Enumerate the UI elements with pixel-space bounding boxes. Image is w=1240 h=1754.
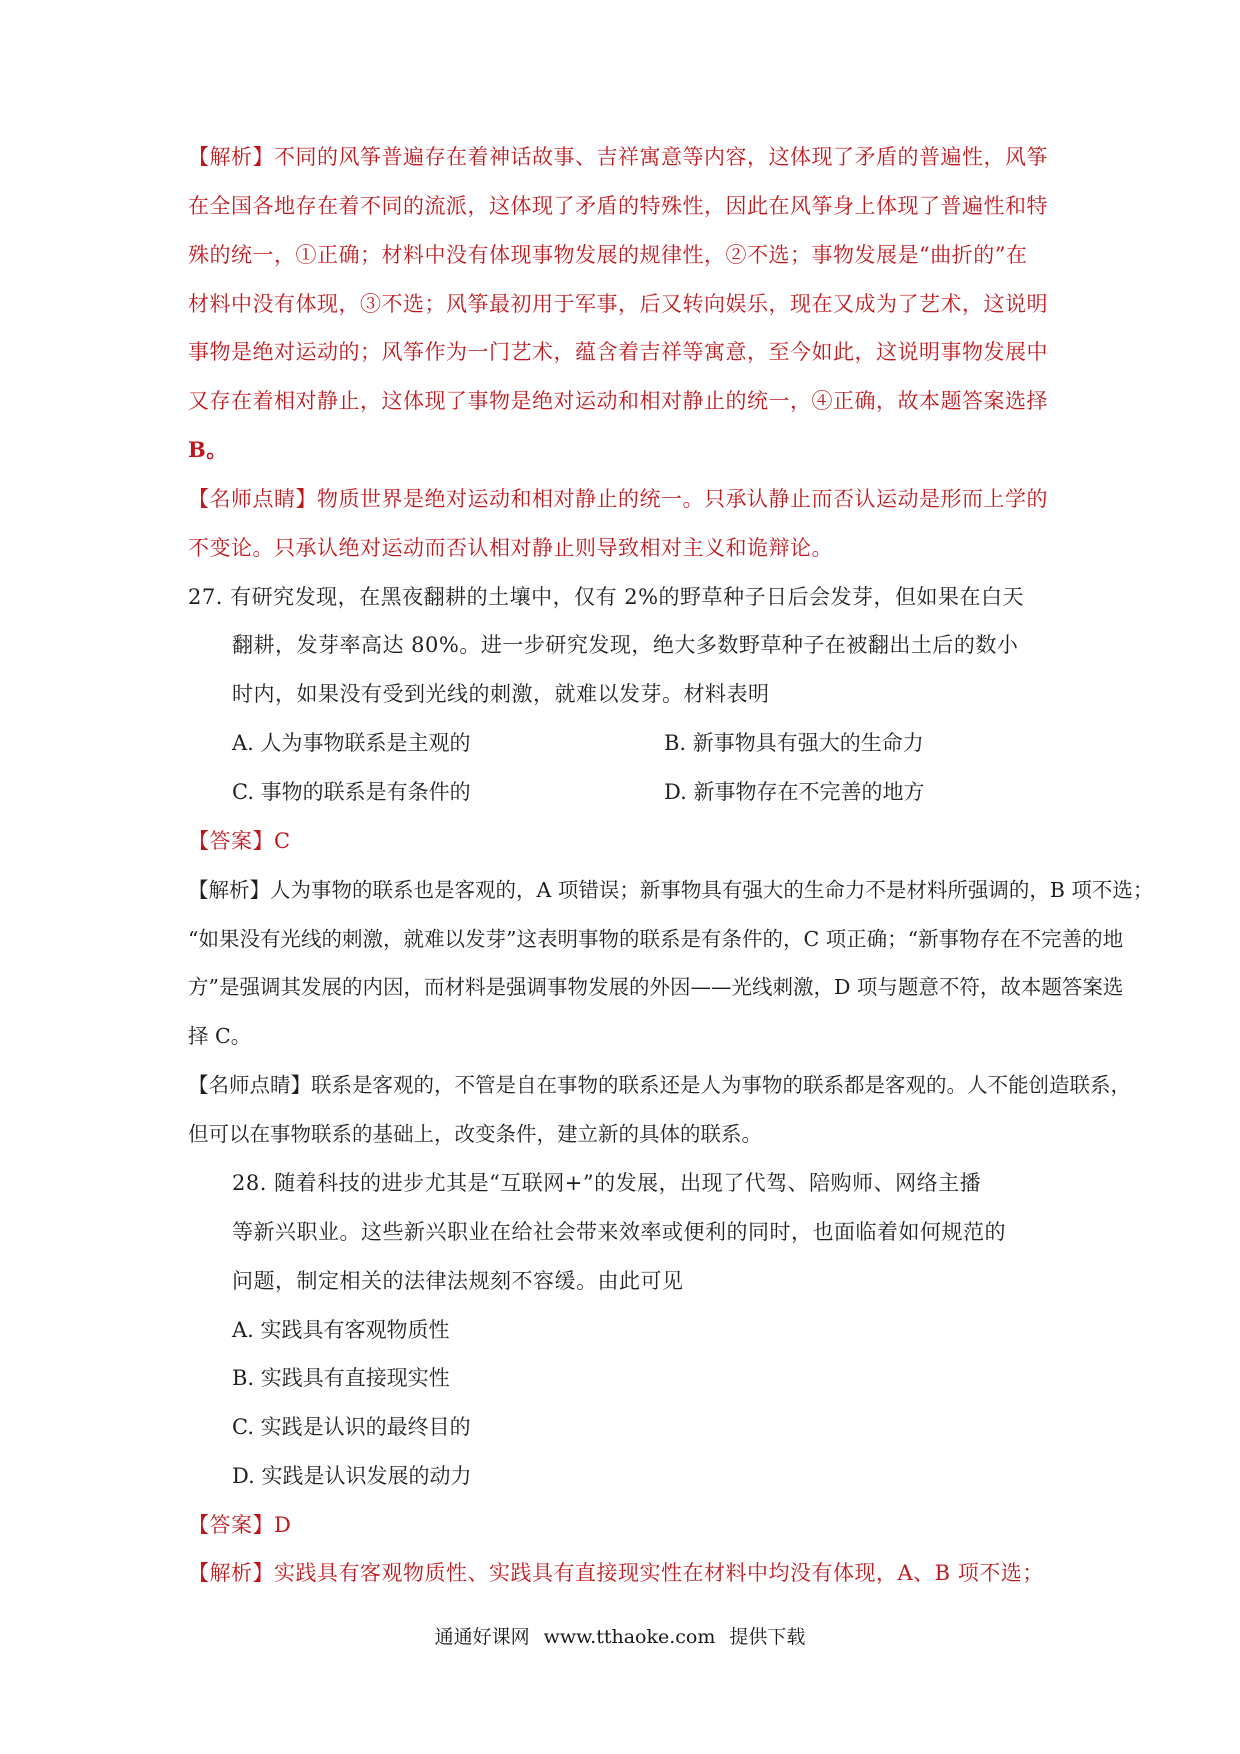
- footer-note: 提供下载: [729, 1626, 806, 1648]
- q26-tip-line: 不变论。只承认绝对运动而否认相对静止则导致相对主义和诡辩论。: [188, 536, 833, 560]
- q28-option-d: D. 实践是认识发展的动力: [232, 1464, 472, 1488]
- q28-stem-line: 问题，制定相关的法律法规刻不容缓。由此可见: [232, 1269, 684, 1293]
- q26-analysis-line: 在全国各地存在着不同的流派，这体现了矛盾的特殊性，因此在风筝身上体现了普遍性和特: [188, 194, 1048, 218]
- q27-option-d: D. 新事物存在不完善的地方: [664, 780, 925, 804]
- q26-analysis-line: B。: [188, 437, 228, 462]
- q27-tip-line: 但可以在事物联系的基础上，改变条件，建立新的具体的联系。: [188, 1122, 762, 1146]
- q27-stem-line: 27. 有研究发现，在黑夜翻耕的土壤中，仅有 2%的野草种子日后会发芽，但如果在白天: [188, 585, 1025, 609]
- q27-stem-line: 翻耕，发芽率高达 80%。进一步研究发现，绝大多数野草种子在被翻出土后的数小: [232, 633, 1019, 657]
- q26-analysis-line: 又存在着相对静止，这体现了事物是绝对运动和相对静止的统一，④正确，故本题答案选择: [188, 389, 1048, 413]
- q28-option-a: A. 实践具有客观物质性: [232, 1318, 450, 1342]
- q28-option-b: B. 实践具有直接现实性: [232, 1366, 450, 1390]
- footer-site-name: 通通好课网: [434, 1626, 530, 1648]
- q27-answer: 【答案】C: [188, 829, 291, 853]
- q26-analysis-line: 事物是绝对运动的；风筝作为一门艺术，蕴含着吉祥等寓意，至今如此，这说明事物发展中: [188, 340, 1048, 364]
- q26-tip-line: 【名师点睛】物质世界是绝对运动和相对静止的统一。只承认静止而否认运动是形而上学的: [188, 487, 1048, 511]
- q27-option-a: A. 人为事物联系是主观的: [232, 731, 471, 755]
- q27-stem-line: 时内，如果没有受到光线的刺激，就难以发芽。材料表明: [232, 682, 770, 706]
- q27-analysis-line: 方”是强调其发展的内因，而材料是强调事物发展的外因——光线刺激，D 项与题意不符，故本题答案选: [188, 975, 1124, 999]
- page-footer: [0, 1624, 1240, 1650]
- q28-analysis-line: 【解析】实践具有客观物质性、实践具有直接现实性在材料中均没有体现，A、B 项不选；: [188, 1561, 1044, 1585]
- q27-option-b: B. 新事物具有强大的生命力: [664, 731, 924, 755]
- q27-analysis-line: “如果没有光线的刺激，就难以发芽”这表明事物的联系是有条件的，C 项正确；“新事物存在不完善的地: [188, 927, 1124, 951]
- footer-url[interactable]: www.tthaoke.com: [543, 1626, 716, 1648]
- q27-analysis-line: 【解析】人为事物的联系也是客观的，A 项错误；新事物具有强大的生命力不是材料所强调的，B 项不选；: [188, 878, 1154, 902]
- q28-stem-line: 28. 随着科技的进步尤其是“互联网+”的发展，出现了代驾、陪购师、网络主播: [232, 1171, 982, 1195]
- q28-stem-line: 等新兴职业。这些新兴职业在给社会带来效率或便利的同时，也面临着如何规范的: [232, 1220, 1006, 1244]
- q28-option-c: C. 实践是认识的最终目的: [232, 1415, 471, 1439]
- q28-answer: 【答案】D: [188, 1513, 292, 1537]
- q26-analysis-line: 【解析】不同的风筝普遍存在着神话故事、吉祥寓意等内容，这体现了矛盾的普遍性，风筝: [188, 145, 1048, 169]
- q26-analysis-line: 材料中没有体现，③不选；风筝最初用于军事，后又转向娱乐，现在又成为了艺术，这说明: [188, 292, 1048, 316]
- q26-analysis-line: 殊的统一，①正确；材料中没有体现事物发展的规律性，②不选；事物发展是“曲折的”在: [188, 243, 1028, 267]
- q27-option-c: C. 事物的联系是有条件的: [232, 780, 471, 804]
- q27-tip-line: 【名师点睛】联系是客观的，不管是自在事物的联系还是人为事物的联系都是客观的。人不能创造联系，: [188, 1073, 1131, 1097]
- q27-analysis-line: 择 C。: [188, 1024, 252, 1048]
